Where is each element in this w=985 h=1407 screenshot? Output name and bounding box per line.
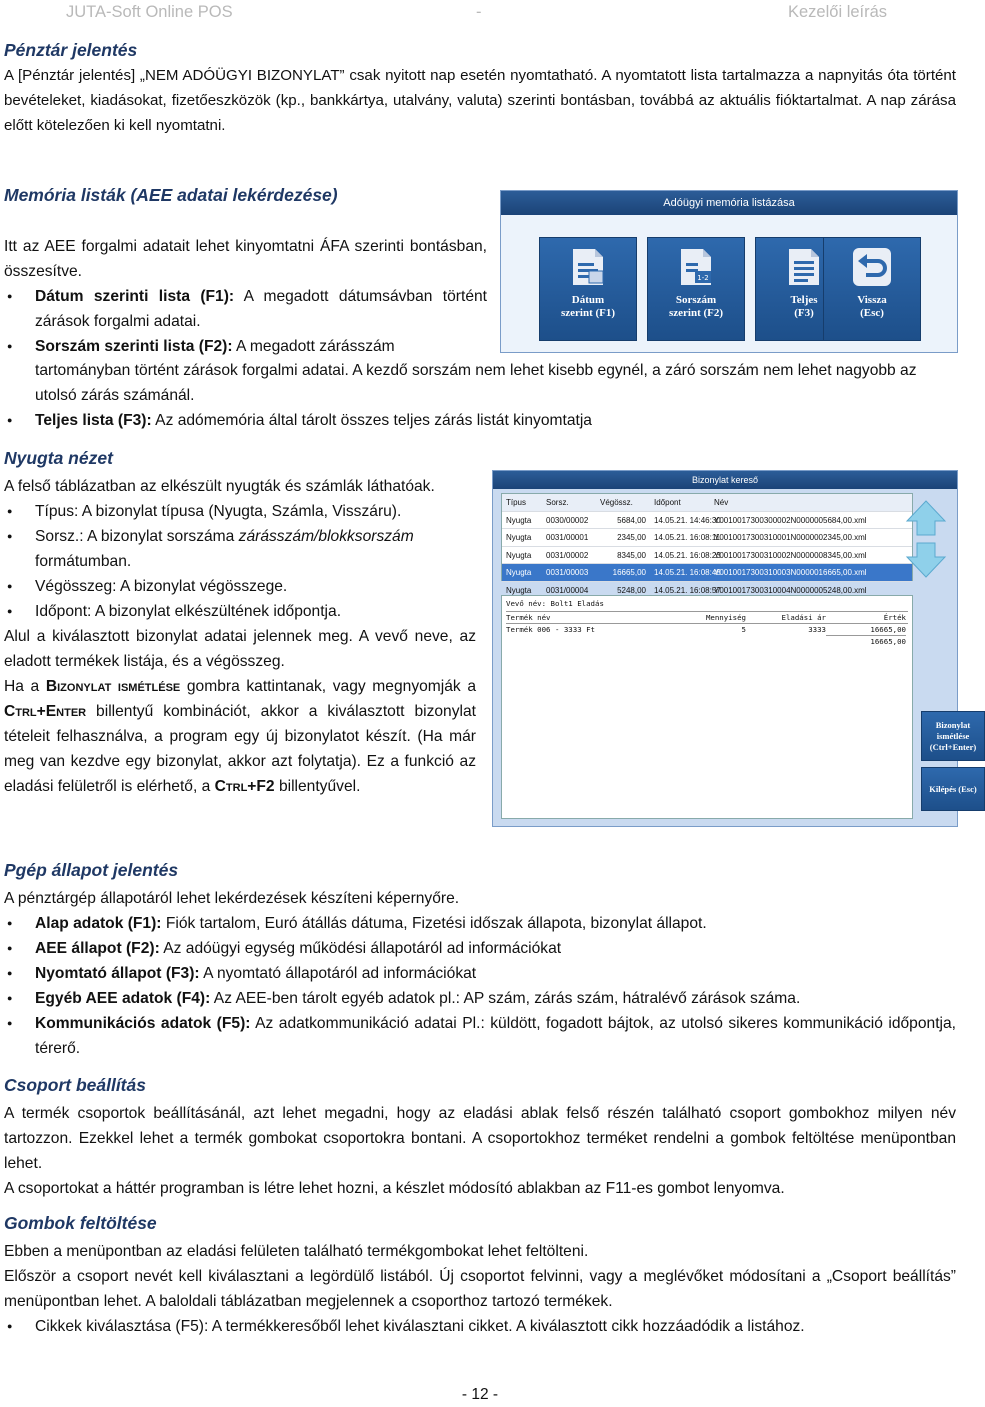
dialog-title: Adóügyi memória listázása — [501, 191, 957, 215]
cell: 8345,00 — [617, 550, 646, 560]
table-row[interactable] — [502, 529, 912, 547]
section-title: Nyugta nézet — [4, 448, 113, 468]
column-header: Időpont — [654, 498, 681, 507]
tile-label: (F3) — [794, 307, 814, 319]
item-text: Fiók tartalom, Euró átállás dátuma, Fizetési időszak állapota, bizonylat állapot. — [161, 915, 707, 932]
tile-label: szerint (F1) — [560, 307, 616, 319]
tile-label: Sorszám — [675, 294, 717, 306]
kilepes-button[interactable]: Kilépés (Esc) — [921, 767, 985, 811]
list-document-icon — [784, 246, 824, 288]
section-paragraph — [4, 674, 476, 799]
item-label: Dátum szerinti lista (F1): — [35, 288, 235, 305]
tile-label: (Esc) — [860, 307, 884, 319]
item-text: Végösszeg: A bizonylat végösszege. — [35, 578, 288, 595]
column-header: Sorsz. — [546, 498, 569, 507]
cell: Y0010017300310004N0000005248,00.xml — [714, 585, 867, 595]
section-title: Pgép állapot jelentés — [4, 860, 179, 880]
section-nyugta-nezet — [4, 446, 476, 799]
detail-header — [506, 611, 908, 624]
button-name-run: Bizonylat ismétlése — [45, 678, 181, 695]
cell: Nyugta — [506, 550, 532, 560]
text-run: billentyű kombinációt, akkor a kiválasztott bizonylat tételeit felhasználva, a program egy új bizonylatot készít. (Ha már meg van kezdve egy bizonylat, akkor azt folytatja). Ez a funkció az eladási felületről is elérhető, a — [4, 703, 476, 795]
section-title: Memória listák (AEE adatai lekérdezése) — [4, 185, 338, 205]
document-icon — [568, 246, 608, 288]
list-item — [4, 961, 956, 986]
back-arrow-icon — [852, 246, 892, 288]
cell: 2345,00 — [617, 533, 646, 543]
item-label: Sorszám szerinti lista (F2): — [35, 338, 233, 355]
detail-col: Eladási ár — [781, 613, 826, 622]
detail-col: Érték — [883, 613, 906, 622]
item-text: Az adómemória által tárolt összes teljes zárás listát kinyomtatja — [151, 412, 592, 429]
cell: 14.05.21. 16:08:23 — [654, 550, 721, 560]
column-header: Név — [714, 498, 729, 507]
section-paragraph: Itt az AEE forgalmi adatait lehet kinyomtatni ÁFA szerinti bontásban, összesítve. — [4, 238, 487, 280]
list-item — [4, 408, 956, 433]
list-item — [4, 499, 476, 524]
section-paragraph: Ebben a menüpontban az eladási felületen található termékgombokat lehet feltölteni. — [4, 1243, 589, 1260]
item-text: Az adóügyi egység működési állapotáról ad információkat — [159, 940, 562, 957]
section-gombok-feltoltese — [4, 1211, 956, 1339]
list-item — [4, 524, 476, 574]
header-left: JUTA-Soft Online POS — [66, 3, 233, 21]
tile-label: Dátum — [571, 294, 605, 306]
cell: Y0010017300310001N0000002345,00.xml — [714, 533, 867, 543]
cell: 0031/00004 — [546, 585, 589, 595]
key-run: Ctrl+Enter — [4, 703, 87, 720]
item-label: Nyomtató állapot (F3): — [35, 965, 200, 982]
table-row[interactable] — [502, 512, 912, 530]
detail-cell: 3333 — [808, 625, 826, 634]
tile-label: Teljes — [790, 294, 818, 306]
section-paragraph: A pénztárgép állapotáról lehet lekérdezések készíteni képernyőre. — [4, 890, 460, 907]
vissza-button[interactable] — [823, 237, 921, 341]
memoria-dialog-screenshot — [500, 190, 958, 353]
list-item — [4, 574, 476, 599]
cell: Y0010017300310003N0000016665,00.xml — [714, 568, 867, 578]
page-number: - 12 - — [461, 1386, 499, 1403]
section-paragraph: A felső táblázatban az elkészült nyugták és számlák láthatóak. — [4, 478, 435, 495]
item-text: formátumban. — [35, 553, 132, 570]
numbered-document-icon — [676, 246, 716, 288]
cell: 14.05.21. 16:08:48 — [654, 568, 721, 578]
item-text: Az AEE-ben tárolt egyéb adatok pl.: AP szám, zárás szám, hátralévő zárások száma. — [210, 990, 801, 1007]
cell: 5684,00 — [617, 515, 646, 525]
item-text: Időpont: A bizonylat elkészültének időpontja. — [35, 603, 342, 620]
cell: Nyugta — [506, 568, 532, 578]
list-item — [4, 334, 487, 359]
item-text: Az adatkommunikáció adatai Pl.: küldött, fogadott bájtok, az utolsó sikeres kommunikáció időpontja, térerő. — [35, 1015, 957, 1057]
cell: 0031/00003 — [546, 568, 589, 578]
section-paragraph: A [Pénztár jelentés] „NEM ADÓÜGYI BIZONYLAT” csak nyitott nap esetén nyomtatható. A nyomtatott lista tartalmazza a napnyitás óta történt bevételeket, kiadásokat, fizetőeszközök (kp., bankkártya, utalvány, valuta) szerinti bontásban, továbbá az aktuális fióktartalmat. A nap zárása előtt kötelezően ki kell nyomtatni. — [4, 67, 956, 134]
key-run: Ctrl — [214, 778, 248, 795]
scroll-arrow-icons[interactable] — [901, 499, 951, 579]
item-text: Típus: A bizonylat típusa (Nyugta, Számla, Visszáru). — [35, 503, 402, 520]
table-header — [502, 494, 912, 512]
detail-cell: 16665,00 — [870, 625, 906, 634]
scroll-arrows — [901, 499, 951, 587]
bizonylat-kereso-screenshot — [492, 470, 977, 827]
list-item — [4, 936, 956, 961]
cell: Y0010017300300002N0000005684,00.xml — [714, 515, 867, 525]
item-text: A nyomtató állapotáról ad információkat — [199, 965, 477, 982]
list-item — [4, 986, 956, 1011]
cell: 14.05.21. 16:08:11 — [654, 533, 721, 543]
tile-label: Vissza — [857, 294, 887, 306]
list-item — [4, 1314, 956, 1339]
cell: Y0010017300310002N0000008345,00.xml — [714, 550, 867, 560]
cell: Nyugta — [506, 533, 532, 543]
item-italic: zárásszám/blokksorszám — [238, 528, 414, 545]
item-text: A megadott zárásszám — [232, 338, 395, 355]
section-penztar-jelentes — [4, 38, 956, 138]
customer-name: Vevő név: Bolt1 Eladás — [506, 599, 604, 608]
section-memoria-listak — [4, 183, 489, 208]
section-paragraph: Alul a kiválasztott bizonylat adatai jelennek meg. A vevő neve, az eladott termékek listája, és a végösszeg. — [4, 628, 476, 670]
item-label: Alap adatok (F1): — [35, 915, 162, 932]
cell: 0031/00002 — [546, 550, 589, 560]
item-label: Teljes lista (F3): — [35, 412, 152, 429]
cell: 14.05.21. 16:08:57 — [654, 585, 721, 595]
list-item — [4, 911, 956, 936]
datum-szerint-button[interactable] — [539, 237, 637, 341]
item-label: Egyéb AEE adatok (F4): — [35, 990, 211, 1007]
receipt-detail — [501, 595, 913, 819]
key-run: +F2 — [247, 778, 275, 795]
memoria-text — [4, 234, 487, 359]
list-item — [4, 284, 487, 334]
detail-col: Termék név — [506, 613, 551, 622]
cell: Nyugta — [506, 585, 532, 595]
detail-cell: Termék 006 - 3333 Ft — [506, 625, 595, 634]
receipt-table — [501, 493, 913, 595]
detail-total-value: 16665,00 — [826, 635, 906, 647]
tile-label: szerint (F2) — [668, 307, 724, 319]
section-csoport-beallitas — [4, 1073, 956, 1201]
item-text: A megadott dátumsávban történt zárások forgalmi adatai. — [35, 288, 487, 330]
section-pgep-allapot — [4, 858, 956, 1061]
text-run: gombra kattintanak, vagy megnyomják a — [180, 678, 476, 695]
cell: 14.05.21. 14:46:30 — [654, 515, 721, 525]
detail-total — [506, 635, 908, 647]
header-mid: - — [476, 3, 482, 21]
item-text: Sorsz.: A bizonylat sorszáma — [35, 528, 239, 545]
section-title: Gombok feltöltése — [4, 1213, 157, 1233]
item-text: Cikkek kiválasztása (F5): A termékkeresőből lehet kiválasztani cikket. A kiválasztott cikk hozzáadódik a listához. — [35, 1318, 805, 1335]
section-paragraph: A csoportokat a háttér programban is létre lehet hozni, a készlet módosító ablakban az F11-es gombot lenyomva. — [4, 1180, 785, 1197]
text-run: billentyűvel. — [274, 778, 361, 795]
detail-cell: 5 — [741, 625, 746, 634]
sorszam-szerint-button[interactable] — [647, 237, 745, 341]
bizonylat-ismetlese-button[interactable]: Bizonylat ismétlése (Ctrl+Enter) — [921, 711, 985, 761]
page-header — [0, 0, 960, 24]
detail-item — [506, 624, 908, 635]
text-run: Ha a — [4, 678, 46, 695]
dialog-title: Bizonylat kereső — [493, 471, 957, 489]
section-paragraph: Először a csoport nevét kell kiválasztani a legördülő listából. Új csoportot felvinni, vagy a meglévőket módosítani a „Csoport beállítás” menüpontban lehet. A baloldali táblázatban megjelennek a csoporthoz tartozó termékek. — [4, 1268, 956, 1310]
memoria-text-cont — [4, 358, 956, 433]
section-title: Pénztár jelentés — [4, 40, 138, 60]
item-label: Kommunikációs adatok (F5): — [35, 1015, 251, 1032]
item-continuation: tartományban történt zárások forgalmi adatai. A kezdő sorszám nem lehet kisebb egynél, a záró sorszám nem lehet nagyobb az utolsó zárás számánál. — [35, 362, 917, 404]
svg-text:1-2: 1-2 — [697, 274, 709, 282]
section-title: Csoport beállítás — [4, 1075, 146, 1095]
detail-col: Mennyiség — [705, 613, 746, 622]
item-label: AEE állapot (F2): — [35, 940, 160, 957]
column-header: Végössz. — [600, 498, 633, 507]
list-item — [4, 599, 476, 624]
cell: Nyugta — [506, 515, 532, 525]
cell: 16665,00 — [612, 568, 646, 578]
list-item — [4, 1011, 956, 1061]
cell: 0030/00002 — [546, 515, 589, 525]
table-row[interactable] — [502, 547, 912, 565]
cell: 0031/00001 — [546, 533, 589, 543]
cell: 5248,00 — [617, 585, 646, 595]
column-header: Típus — [506, 498, 527, 507]
header-right: Kezelői leírás — [788, 3, 888, 21]
section-paragraph: A termék csoportok beállításánál, azt lehet megadni, hogy az eladási ablak felső részén található csoport gombokhoz milyen név tartozzon. Ezekkel lehet a termék gombokat csoportokra bontani. A csoportokhoz terméket rendelni a gombok feltöltése menüpontban lehet. — [4, 1105, 956, 1172]
table-row-selected[interactable] — [502, 564, 912, 582]
